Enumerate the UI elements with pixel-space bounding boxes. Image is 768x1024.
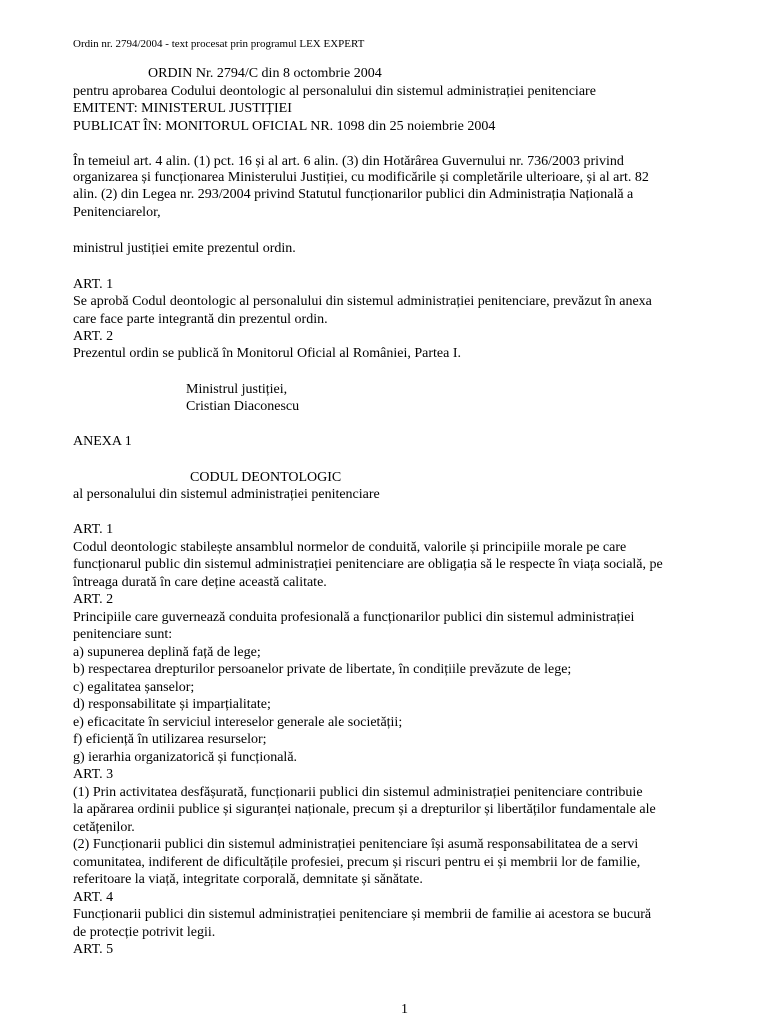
order-subtitle: pentru aprobarea Codului deontologic al personalului din sistemul administrației penitenciare bbox=[73, 84, 596, 99]
issuer-line: EMITENT: MINISTERUL JUSTIȚIEI bbox=[73, 101, 292, 116]
order-article-line: ART. 2 bbox=[73, 329, 114, 344]
preamble-line: În temeiul art. 4 alin. (1) pct. 16 și al art. 6 alin. (3) din Hotărârea Guvernului nr. 736/2003 privind bbox=[73, 154, 624, 169]
code-line: ART. 5 bbox=[73, 942, 114, 957]
code-line: e) eficacitate în serviciul intereselor generale ale societății; bbox=[73, 715, 403, 730]
published-line: PUBLICAT ÎN: MONITORUL OFICIAL NR. 1098 din 25 noiembrie 2004 bbox=[73, 119, 496, 134]
code-line: ART. 3 bbox=[73, 767, 114, 782]
signature-name: Cristian Diaconescu bbox=[186, 399, 300, 414]
code-line: ART. 2 bbox=[73, 592, 114, 607]
code-line: (1) Prin activitatea desfășurată, funcționarii publici din sistemul administrației penitenciare contribuie bbox=[73, 785, 643, 800]
code-line: c) egalitatea șanselor; bbox=[73, 680, 195, 695]
code-line: de protecție potrivit legii. bbox=[73, 925, 216, 940]
code-line: f) eficiență în utilizarea resurselor; bbox=[73, 732, 267, 747]
code-subtitle: al personalului din sistemul administrației penitenciare bbox=[73, 487, 380, 502]
code-line: Principiile care guvernează conduita profesională a funcționarilor publici din sistemul administrației bbox=[73, 610, 635, 625]
code-line: ART. 1 bbox=[73, 522, 114, 537]
code-line: penitenciare sunt: bbox=[73, 627, 173, 642]
code-line: funcționarul public din sistemul administrației penitenciare are obligația să le respecte în viața socială, pe bbox=[73, 557, 663, 572]
code-line: ART. 4 bbox=[73, 890, 114, 905]
signature-role: Ministrul justiției, bbox=[186, 382, 288, 397]
order-title: ORDIN Nr. 2794/C din 8 octombrie 2004 bbox=[148, 66, 382, 81]
code-title: CODUL DEONTOLOGIC bbox=[190, 470, 342, 485]
code-line: b) respectarea drepturilor persoanelor private de libertate, în condițiile prevăzute de lege; bbox=[73, 662, 572, 677]
page-number: 1 bbox=[401, 1002, 408, 1017]
code-line: cetățenilor. bbox=[73, 820, 135, 835]
code-line: (2) Funcționarii publici din sistemul administrației penitenciare își asumă responsabilitatea de a servi bbox=[73, 837, 639, 852]
code-line: comunitatea, indiferent de dificultățile profesiei, precum și riscuri pentru ei și membrii lor de familie, bbox=[73, 855, 641, 870]
code-line: Codul deontologic stabilește ansamblul normelor de conduită, valorile și principiile morale pe care bbox=[73, 540, 627, 555]
document-header: Ordin nr. 2794/2004 - text procesat prin programul LEX EXPERT bbox=[73, 38, 365, 50]
preamble-line: alin. (2) din Legea nr. 293/2004 privind Statutul funcționarilor publici din Administrația Națională a bbox=[73, 187, 634, 202]
code-line: la apărarea ordinii publice și siguranței naționale, precum și a drepturilor și libertăților fundamentale ale bbox=[73, 802, 656, 817]
preamble-line: Penitenciarelor, bbox=[73, 205, 161, 220]
code-line: d) responsabilitate și imparțialitate; bbox=[73, 697, 271, 712]
code-line: referitoare la viață, integritate corporală, demnitate și sănătate. bbox=[73, 872, 423, 887]
order-article-line: ART. 1 bbox=[73, 277, 114, 292]
annex-label: ANEXA 1 bbox=[73, 434, 132, 449]
preamble-line: organizarea și funcționarea Ministerului Justiției, cu modificările și completările ulterioare, și al art. 82 bbox=[73, 170, 649, 185]
order-article-line: Prezentul ordin se publică în Monitorul Oficial al României, Partea I. bbox=[73, 346, 462, 361]
enactment-line: ministrul justiției emite prezentul ordin. bbox=[73, 241, 296, 256]
order-article-line: care face parte integrantă din prezentul ordin. bbox=[73, 312, 328, 327]
code-line: Funcționarii publici din sistemul administrației penitenciare și membrii de familie ai acestora se bucură bbox=[73, 907, 652, 922]
code-line: întreaga durată în care deține această calitate. bbox=[73, 575, 327, 590]
order-article-line: Se aprobă Codul deontologic al personalului din sistemul administrației penitenciare, prevăzut în anexa bbox=[73, 294, 652, 309]
code-line: a) supunerea deplină față de lege; bbox=[73, 645, 261, 660]
code-line: g) ierarhia organizatorică și funcțională. bbox=[73, 750, 298, 765]
